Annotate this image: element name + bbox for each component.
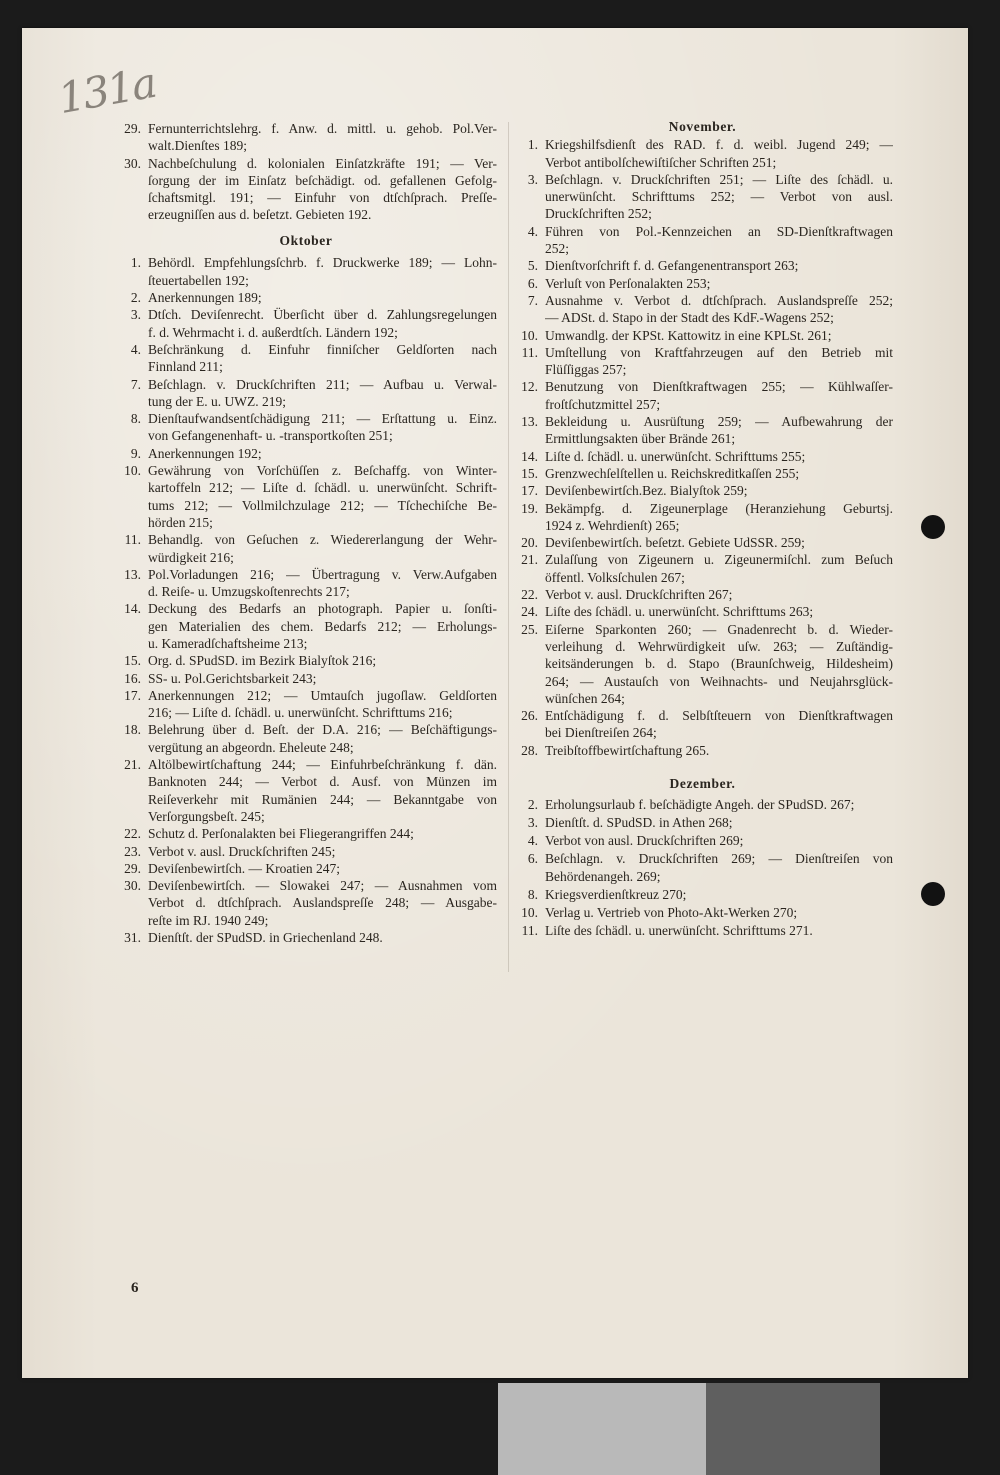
entry-text-line: Führen von Pol.-Kennzeichen an SD-Dienſtkraftwagen bbox=[545, 223, 893, 239]
entry-text-line: tung der E. u. UWZ. 219; bbox=[148, 393, 286, 409]
entry-day-number: 23. bbox=[124, 843, 141, 859]
entry-text-line: unerwünſcht. Schrifttums 252; — Verbot von ausl. bbox=[545, 189, 893, 205]
entry-text-line: Umwandlg. der KPSt. Kattowitz in eine KPLSt. 261; bbox=[545, 327, 832, 343]
entry-text-line: Gewährung von Vorſchüſſen z. Beſchaffg. von Winter- bbox=[148, 463, 497, 479]
entry-text bbox=[545, 621, 893, 707]
month-section bbox=[115, 232, 497, 946]
entry-text bbox=[545, 886, 893, 904]
index-entry bbox=[115, 860, 497, 877]
entry-text-line: Verbot antibolſchewiſtiſcher Schriften 251; bbox=[545, 154, 777, 170]
index-entry bbox=[115, 341, 497, 376]
entry-day-number: 6. bbox=[527, 851, 538, 867]
entry-day-number: 2. bbox=[130, 290, 141, 306]
index-entry bbox=[115, 600, 497, 652]
index-entry bbox=[512, 707, 893, 742]
entry-text-line: Eiſerne Sparkonten 260; — Gnadenrecht b. d. Wieder- bbox=[545, 621, 893, 637]
index-entry bbox=[115, 929, 497, 946]
entry-text bbox=[148, 652, 497, 669]
index-entry bbox=[115, 721, 497, 756]
entry-text-line: Verbot d. dtſchſprach. Auslandspreſſe 248; — Ausgabe- bbox=[148, 895, 497, 911]
index-entry bbox=[512, 534, 893, 551]
entry-text-line: Behördl. Empfehlungsſchrb. f. Druckwerke 189; — Lohn- bbox=[148, 255, 497, 271]
entry-day-number: 1. bbox=[527, 137, 538, 153]
entry-day-number: 11. bbox=[124, 532, 141, 548]
entry-text-line: Anerkennungen 189; bbox=[148, 290, 262, 306]
entry-day-number: 29. bbox=[124, 860, 141, 876]
entry-text bbox=[545, 707, 893, 742]
index-entry bbox=[115, 445, 497, 462]
entry-text-line: Belehrung über d. Beſt. der D.A. 216; — Beſchäftigungs- bbox=[148, 722, 497, 738]
entry-day-number: 12. bbox=[521, 379, 538, 395]
entry-day-number: 4. bbox=[527, 833, 538, 849]
entry-day-number: 14. bbox=[521, 448, 538, 464]
entry-text-line: Zulaſſung von Zigeunern u. Zigeunermiſchl. zum Beſuch bbox=[545, 552, 893, 568]
entry-text-line: keitsänderungen b. d. Stapo (Braunſchweig, Hildesheim) bbox=[545, 656, 893, 672]
entry-text bbox=[545, 904, 893, 922]
entry-text-line: 216; — Liſte d. ſchädl. u. unerwünſcht. Schrifttums 216; bbox=[148, 705, 453, 721]
entry-text bbox=[148, 877, 497, 929]
entry-day-number: 21. bbox=[124, 757, 141, 773]
left-column bbox=[115, 120, 497, 946]
entry-text bbox=[148, 670, 497, 687]
index-entry bbox=[512, 586, 893, 603]
month-section bbox=[512, 118, 893, 759]
entry-text-line: Umſtellung von Kraftfahrzeugen auf den Betrieb mit bbox=[545, 344, 893, 360]
month-heading: November. bbox=[668, 119, 737, 134]
entry-day-number: 2. bbox=[527, 797, 538, 813]
entry-text-line: Dienſtſt. d. SPudSD. in Athen 268; bbox=[545, 815, 733, 831]
entry-text-line: Treibſtoffbewirtſchaftung 265. bbox=[545, 742, 710, 758]
index-entry bbox=[115, 877, 497, 929]
entry-text bbox=[545, 257, 893, 274]
entry-text-line: Fernunterrichtslehrg. f. Anw. d. mittl. u. gehob. Pol.Ver- bbox=[148, 121, 497, 136]
entry-day-number: 8. bbox=[527, 887, 538, 903]
entry-text-line: Altölbewirtſchaftung 244; — Einfuhrbeſchränkung f. dän. bbox=[148, 757, 497, 773]
entry-text-line: Kriegsverdienſtkreuz 270; bbox=[545, 887, 687, 903]
entry-text-line: Verlag u. Vertrieb von Photo-Akt-Werken 270; bbox=[545, 905, 798, 921]
entry-text-line: Druckſchriften 252; bbox=[545, 206, 652, 222]
entry-day-number: 25. bbox=[521, 621, 538, 637]
entry-text bbox=[148, 462, 497, 531]
entry-text-line: Benutzung von Dienſtkraftwagen 255; — Kühlwaſſer- bbox=[545, 379, 893, 395]
month-section bbox=[512, 775, 893, 940]
entry-text bbox=[545, 796, 893, 814]
entry-text-line: verleihung d. Wehrwürdigkeit uſw. 263; — Zuſtändig- bbox=[545, 638, 893, 654]
entry-text bbox=[148, 687, 497, 722]
entry-text-line: Finnland 211; bbox=[148, 359, 223, 375]
entry-day-number: 24. bbox=[521, 604, 538, 620]
entry-text-line: Dienſtaufwandsentſchädigung 211; — Erſtattung u. Einz. bbox=[148, 411, 497, 427]
entry-text-line: SS- u. Pol.Gerichtsbarkeit 243; bbox=[148, 670, 317, 686]
entry-day-number: 30. bbox=[124, 155, 141, 171]
entry-text bbox=[148, 410, 497, 445]
entry-text bbox=[545, 482, 893, 499]
entry-text-line: von Gefangenenhaft- u. -transportkoſten 251; bbox=[148, 428, 393, 444]
index-entry bbox=[115, 825, 497, 842]
entry-text-line: kartoffeln 212; — Liſte d. ſchädl. u. unerwünſcht. Schrift- bbox=[148, 480, 497, 496]
entry-text-line: Deviſenbewirtſch. beſetzt. Gebiete UdSSR. 259; bbox=[545, 535, 805, 551]
entry-text bbox=[545, 378, 893, 413]
right-column bbox=[512, 118, 893, 940]
entry-text-line: Beſchlagn. v. Druckſchriften 211; — Aufbau u. Verwal- bbox=[148, 376, 497, 392]
entry-text bbox=[545, 327, 893, 344]
entry-day-number: 19. bbox=[521, 500, 538, 516]
entry-text-line: Dienſtſt. der SPudSD. in Griechenland 248. bbox=[148, 930, 383, 946]
index-entry bbox=[512, 413, 893, 448]
entry-text bbox=[148, 306, 497, 341]
entry-day-number: 11. bbox=[521, 923, 538, 939]
index-entry bbox=[115, 687, 497, 722]
index-entry bbox=[512, 832, 893, 850]
index-entry bbox=[512, 886, 893, 904]
index-entry bbox=[115, 462, 497, 531]
entry-day-number: 14. bbox=[124, 601, 141, 617]
entry-text-line: gen Materialien des chem. Bedarfs 212; — Erholungs- bbox=[148, 618, 497, 634]
index-entry bbox=[512, 223, 893, 258]
entry-text bbox=[545, 534, 893, 551]
entry-text-line: Org. d. SPudSD. im Bezirk Bialyſtok 216; bbox=[148, 653, 377, 669]
entry-text-line: Reiſeverkehr mit Rumänien 244; — Bekanntgabe von bbox=[148, 791, 497, 807]
entry-text bbox=[148, 600, 497, 652]
entry-day-number: 30. bbox=[124, 878, 141, 894]
index-entry bbox=[512, 465, 893, 482]
index-entry bbox=[115, 376, 497, 411]
entry-text bbox=[545, 344, 893, 379]
entry-text-line: ſorgung der im Einſatz beſchädigt. od. gefallenen Gefolg- bbox=[148, 172, 497, 188]
entry-day-number: 7. bbox=[130, 376, 141, 392]
entry-day-number: 10. bbox=[124, 463, 141, 479]
entry-text-line: Ermittlungsakten über Brände 261; bbox=[545, 431, 736, 447]
punch-hole bbox=[921, 882, 945, 906]
entry-day-number: 21. bbox=[521, 552, 538, 568]
index-entry bbox=[512, 171, 893, 223]
entry-text-line: Verbot von ausl. Druckſchriften 269; bbox=[545, 833, 744, 849]
index-entry bbox=[115, 155, 497, 224]
month-section bbox=[115, 120, 497, 224]
index-entry bbox=[512, 257, 893, 274]
entry-day-number: 16. bbox=[124, 670, 141, 686]
entry-text-line: Behandlg. von Geſuchen z. Wiedererlangung der Wehr- bbox=[148, 532, 497, 548]
entry-text-line: 264; — Austauſch von Weihnachts- und Neujahrsglück- bbox=[545, 673, 893, 689]
entry-text bbox=[148, 531, 497, 566]
index-entry bbox=[115, 566, 497, 601]
entry-day-number: 13. bbox=[124, 566, 141, 582]
entry-text bbox=[545, 742, 893, 759]
entry-text-line: Dienſtvorſchrift f. d. Gefangenentransport 263; bbox=[545, 258, 799, 274]
entry-text-line: Flüſſiggas 257; bbox=[545, 362, 627, 378]
index-entry bbox=[512, 904, 893, 922]
entry-text-line: vergütung an abgeordn. Eheleute 248; bbox=[148, 739, 354, 755]
month-heading: Oktober bbox=[279, 233, 333, 249]
index-entry bbox=[512, 796, 893, 814]
entry-text-line: Deviſenbewirtſch. — Slowakei 247; — Ausnahmen vom bbox=[148, 878, 497, 894]
entry-text-line: Liſte des ſchädl. u. unerwünſcht. Schrifttums 263; bbox=[545, 604, 814, 620]
index-entry bbox=[115, 254, 497, 289]
entry-text-line: hörden 215; bbox=[148, 514, 213, 530]
entry-day-number: 10. bbox=[521, 327, 538, 343]
entry-text-line: Banknoten 244; — Verbot d. Ausf. von Münzen im bbox=[148, 774, 497, 790]
entry-day-number: 15. bbox=[521, 465, 538, 481]
entry-text-line: Verbot v. ausl. Druckſchriften 245; bbox=[148, 843, 336, 859]
entry-text bbox=[545, 850, 893, 886]
entry-text-line: Dtſch. Deviſenrecht. Überſicht über d. Zahlungsregelungen bbox=[148, 307, 497, 323]
entry-day-number: 3. bbox=[130, 307, 141, 323]
entry-text bbox=[148, 289, 497, 306]
entry-text-line: Ausnahme v. Verbot d. dtſchſprach. Auslandspreſſe 252; bbox=[545, 292, 893, 308]
entry-text-line: Liſte d. ſchädl. u. unerwünſcht. Schrifttums 255; bbox=[545, 448, 806, 464]
entry-text-line: Liſte des ſchädl. u. unerwünſcht. Schrifttums 271. bbox=[545, 923, 813, 939]
entry-text-line: Deckung des Bedarfs an photograph. Papier u. ſonſti- bbox=[148, 601, 497, 617]
entry-text-line: Anerkennungen 212; — Umtauſch jugoſlaw. Geldſorten bbox=[148, 687, 497, 703]
entry-text-line: Anerkennungen 192; bbox=[148, 445, 262, 461]
index-entry bbox=[512, 327, 893, 344]
entry-text-line: würdigkeit 216; bbox=[148, 549, 234, 565]
entry-day-number: 13. bbox=[521, 414, 538, 430]
entry-text-line: Deviſenbewirtſch. — Kroatien 247; bbox=[148, 860, 340, 876]
index-entry bbox=[115, 756, 497, 825]
entry-text bbox=[148, 843, 497, 860]
entry-day-number: 31. bbox=[124, 930, 141, 946]
entry-day-number: 26. bbox=[521, 708, 538, 724]
entry-text-line: u. Kameradſchaftsheime 213; bbox=[148, 635, 308, 651]
entry-day-number: 15. bbox=[124, 653, 141, 669]
entry-text-line: öffentl. Volksſchulen 267; bbox=[545, 569, 685, 585]
entry-text bbox=[545, 814, 893, 832]
entry-text bbox=[148, 376, 497, 411]
entry-day-number: 1. bbox=[130, 255, 141, 271]
page-number: 6 bbox=[131, 1280, 139, 1296]
index-entry bbox=[115, 289, 497, 306]
index-entry bbox=[512, 292, 893, 327]
entry-text-line: Verluſt von Perſonalakten 253; bbox=[545, 275, 711, 291]
entry-day-number: 3. bbox=[527, 815, 538, 831]
entry-text bbox=[148, 860, 497, 877]
entry-text-line: froſtſchutzmittel 257; bbox=[545, 396, 661, 412]
entry-text-line: Bekleidung u. Ausrüſtung 259; — Aufbewahrung der bbox=[545, 414, 893, 430]
entry-text bbox=[148, 566, 497, 601]
index-entry bbox=[512, 482, 893, 499]
entry-day-number: 8. bbox=[130, 411, 141, 427]
index-entry bbox=[512, 551, 893, 586]
entry-text bbox=[148, 825, 497, 842]
entry-text bbox=[148, 756, 497, 825]
index-entry bbox=[512, 922, 893, 940]
entry-text-line: Pol.Vorladungen 216; — Übertragung v. Verw.Aufgaben bbox=[148, 566, 497, 582]
entry-text-line: tums 212; — Vollmilchzulage 212; — Tſchechiſche Be- bbox=[148, 497, 497, 513]
entry-day-number: 7. bbox=[527, 292, 538, 308]
entry-text-line: Nachbeſchulung d. kolonialen Einſatzkräfte 191; — Ver- bbox=[148, 155, 497, 171]
entry-day-number: 3. bbox=[527, 171, 538, 187]
entry-day-number: 4. bbox=[527, 223, 538, 239]
index-entry bbox=[115, 652, 497, 669]
index-entry bbox=[512, 344, 893, 379]
entry-text bbox=[545, 275, 893, 292]
index-entry bbox=[512, 136, 893, 171]
index-entry bbox=[512, 621, 893, 707]
entry-text bbox=[545, 413, 893, 448]
month-heading: Dezember. bbox=[669, 775, 736, 791]
entry-text-line: Verbot v. ausl. Druckſchriften 267; bbox=[545, 587, 733, 603]
index-entry bbox=[115, 843, 497, 860]
index-entry bbox=[512, 378, 893, 413]
entry-day-number: 20. bbox=[521, 535, 538, 551]
entry-day-number: 17. bbox=[124, 687, 141, 703]
entry-text-line: 252; bbox=[545, 241, 570, 257]
entry-text bbox=[545, 603, 893, 620]
entry-text-line: erzeugniſſen aus d. beſetzt. Gebieten 192. bbox=[148, 207, 372, 223]
entry-text bbox=[148, 120, 497, 155]
entry-text-line: d. Reiſe- u. Umzugskoſtenrechts 217; bbox=[148, 584, 350, 600]
index-entry bbox=[512, 448, 893, 465]
index-entry bbox=[512, 742, 893, 759]
entry-text bbox=[545, 500, 893, 535]
entry-text bbox=[545, 586, 893, 603]
entry-text-line: reſte im RJ. 1940 249; bbox=[148, 912, 269, 928]
index-entry bbox=[115, 306, 497, 341]
entry-day-number: 10. bbox=[521, 905, 538, 921]
entry-text-line: Grenzwechſelſtellen u. Reichskreditkaſſen 255; bbox=[545, 465, 800, 481]
handwritten-page-annotation: 131a bbox=[54, 57, 159, 124]
scan-background-strip-light bbox=[498, 1383, 706, 1475]
entry-text-line: Erholungsurlaub f. beſchädigte Angeh. der SPudSD. 267; bbox=[545, 797, 855, 813]
index-entry bbox=[512, 603, 893, 620]
entry-day-number: 11. bbox=[521, 344, 538, 360]
entry-text-line: Bekämpfg. d. Zigeunerplage (Heranziehung Geburtsj. bbox=[545, 500, 893, 516]
index-entry bbox=[512, 814, 893, 832]
entry-text bbox=[545, 448, 893, 465]
entry-day-number: 17. bbox=[521, 483, 538, 499]
entry-day-number: 29. bbox=[124, 121, 141, 136]
entry-day-number: 4. bbox=[130, 341, 141, 357]
entry-text-line: — ADSt. d. Stapo in der Stadt des KdF.-Wagens 252; bbox=[545, 310, 834, 326]
entry-text-line: ſchaftsmitgl. 191; — Einfuhr von dtſchſprach. Preſſe- bbox=[148, 190, 497, 206]
entry-text bbox=[148, 721, 497, 756]
entry-text-line: bei Dienſtreiſen 264; bbox=[545, 725, 657, 741]
entry-text bbox=[148, 254, 497, 289]
entry-day-number: 9. bbox=[130, 445, 141, 461]
entry-text bbox=[545, 292, 893, 327]
entry-text bbox=[545, 922, 893, 940]
entry-text-line: Schutz d. Perſonalakten bei Fliegerangriffen 244; bbox=[148, 826, 414, 842]
scan-background-strip-dark bbox=[706, 1383, 880, 1475]
entry-text-line: walt.Dienſtes 189; bbox=[148, 138, 247, 154]
entry-text bbox=[545, 551, 893, 586]
entry-day-number: 18. bbox=[124, 722, 141, 738]
entry-text-line: ſteuertabellen 192; bbox=[148, 272, 249, 288]
entry-text-line: Entſchädigung f. d. Selbſtſteuern von Dienſtkraftwagen bbox=[545, 708, 893, 724]
entry-text-line: Deviſenbewirtſch.Bez. Bialyſtok 259; bbox=[545, 483, 748, 499]
entry-text-line: Beſchränkung d. Einfuhr finniſcher Geldſorten nach bbox=[148, 341, 497, 357]
entry-text-line: Kriegshilfsdienſt des RAD. f. d. weibl. Jugend 249; — bbox=[545, 137, 893, 153]
index-entry bbox=[512, 275, 893, 292]
entry-text-line: wünſchen 264; bbox=[545, 690, 625, 706]
index-entry bbox=[115, 410, 497, 445]
entry-text-line: Behördenangeh. 269; bbox=[545, 869, 661, 885]
entry-text-line: 1924 z. Wehrdienſt) 265; bbox=[545, 517, 680, 533]
entry-day-number: 22. bbox=[124, 826, 141, 842]
entry-text-line: Beſchlagn. v. Druckſchriften 269; — Dienſtreiſen von bbox=[545, 851, 893, 867]
entry-text bbox=[545, 465, 893, 482]
punch-hole bbox=[921, 515, 945, 539]
entry-text bbox=[148, 341, 497, 376]
entry-text bbox=[148, 929, 497, 946]
entry-day-number: 28. bbox=[521, 742, 538, 758]
index-entry bbox=[115, 120, 497, 155]
entry-text bbox=[545, 171, 893, 223]
entry-text bbox=[545, 136, 893, 171]
index-entry bbox=[512, 850, 893, 886]
entry-text bbox=[545, 832, 893, 850]
entry-day-number: 6. bbox=[527, 275, 538, 291]
index-entry bbox=[115, 531, 497, 566]
entry-day-number: 5. bbox=[527, 258, 538, 274]
index-entry bbox=[115, 670, 497, 687]
entry-text-line: Verſorgungsbeſt. 245; bbox=[148, 808, 265, 824]
column-divider bbox=[508, 122, 509, 972]
entry-text bbox=[148, 445, 497, 462]
index-entry bbox=[512, 500, 893, 535]
entry-day-number: 22. bbox=[521, 587, 538, 603]
entry-text-line: f. d. Wehrmacht i. d. außerdtſch. Ländern 192; bbox=[148, 324, 398, 340]
entry-text bbox=[545, 223, 893, 258]
entry-text-line: Beſchlagn. v. Druckſchriften 251; — Liſte des ſchädl. u. bbox=[545, 171, 893, 187]
entry-text bbox=[148, 155, 497, 224]
